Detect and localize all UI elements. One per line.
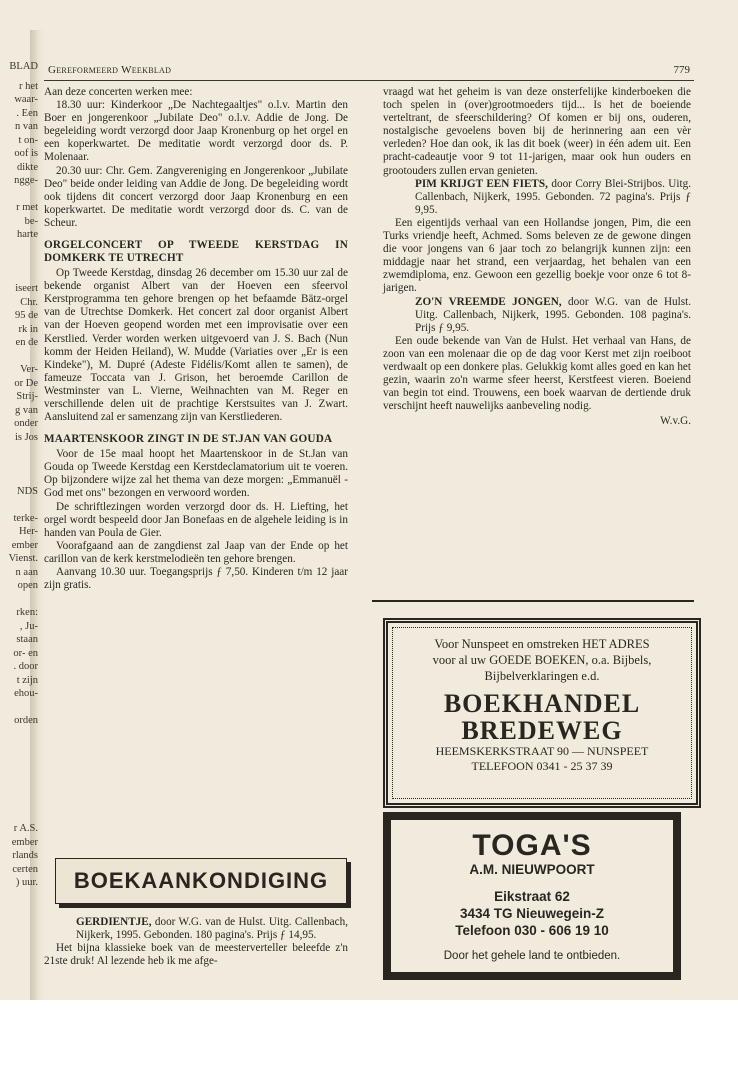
previous-page-line: ngge- — [14, 175, 38, 186]
previous-page-line: , Ju- — [19, 620, 38, 632]
previous-page-line — [0, 755, 38, 769]
previous-page-line: Strij- — [16, 391, 38, 402]
previous-page-line: harte — [17, 229, 38, 240]
paragraph: Het bijna klassieke boek van de meesterverteller beleefde z'n 21ste druk! Al lezende heb ik me afge- — [44, 942, 348, 968]
previous-page-line: r met — [16, 202, 38, 213]
previous-page-line — [0, 498, 38, 512]
previous-page-line: staan — [16, 634, 38, 645]
previous-page-line: r A.S. — [13, 823, 38, 834]
previous-page-line — [0, 741, 38, 755]
ad-footer: Door het gehele land te ontbieden. — [443, 950, 621, 962]
previous-page-line — [0, 350, 38, 364]
previous-page-line: or De — [14, 377, 38, 389]
previous-page-line — [0, 701, 38, 715]
previous-page-line — [0, 782, 38, 796]
previous-page-line — [0, 242, 38, 256]
previous-page-line: ) uur. — [15, 877, 38, 888]
book-title: GERDIENTJE, — [76, 916, 152, 928]
ad-line: voor al uw GOEDE BOEKEN, o.a. Bijbels, — [432, 653, 652, 667]
page-number: 779 — [673, 64, 690, 76]
paragraph: Aan deze concerten werken mee: — [44, 86, 193, 98]
paragraph: Een oude bekende van Van de Hulst. Het verhaal van Hans, de zoon van een molenaar die op de dag voor Kerst met zijn roeiboot verdwaalt op een donkere plas. Gelukkig komt alles goed en kan het gezin, waarin zo'n warme sfeer heerst, Kerstfeest vieren. Boeiend van begin tot eind. Trouwens, een boek waarvan de dertiende druk verschijnt heeft nauwelijks aanbeveling nodig. — [383, 334, 691, 413]
paragraph: Op Tweede Kerstdag, dinsdag 26 december om 15.30 uur zal de bekende organist Albert van der Hoeven een sfeervol Kerstprogramma ten gehore brengen op het befaamde Bätz-orgel van de Utrechtse Domkerk. Het concert zal door organist Albert van der Hoeven geopend worden met een improvisatie over een Kerstlied. Verder worden werken uitgevoerd van J. S. Bach (Nun komm der Heiden Heiland), W. Mudde (Variaties over „Er is een Kindeke"), M. Dupré (Adeste Fidélis/Komt allen te samen), de fameuze Toccata van J. Grison, het beroemde Carillon de Westminster van L. Vierne, Weihnachten van M. Reger en verschillende delen uit de prachtige Kerstsuites van J. Zwart. Aansluitend zal er samenzang zijn van Kerstliederen. — [44, 267, 348, 424]
ad-brand-name: TOGA'S — [472, 829, 592, 862]
previous-page-line: terke- — [13, 512, 38, 524]
previous-page-line — [0, 728, 38, 742]
previous-page-line: 95 de — [14, 310, 38, 321]
paragraph: vraagd wat het geheim is van deze onsterfelijke kinderboeken die toch spelen in (over)grootmoeders tijd... Is het de boeiende verteltrant, de sfeerschildering? Of komen er bij ons, ouderen, nostalgische gevoelens boven bij de herinnering aan een vèr verleden? Hoe dan ook, ik las dit boek (weer) in één adem uit. Een pracht-cadeautje voor 9 tot 11-jarigen, maar ook hun ouders en grootouders zullen ervan genieten. — [383, 86, 691, 177]
previous-page-line — [0, 444, 38, 458]
book-meta: door W.G. van de Hulst. Uitg. Callenbach, Nijkerk, 1995. Gebonden. 180 pagina's. Prijs ƒ 14,95. — [76, 916, 348, 942]
previous-page-line: open — [17, 580, 38, 591]
ad-street: Eikstraat 62 — [494, 889, 570, 904]
previous-page-line: certen — [12, 863, 38, 875]
previous-page-line: t zijn — [16, 674, 38, 686]
book-announcement-banner: BOEKAANKONDIGING — [55, 858, 347, 904]
previous-page-line: . door — [13, 661, 38, 672]
previous-page-line: ehou- — [14, 688, 38, 699]
left-column-book — [44, 916, 348, 968]
previous-page-line: n van — [14, 121, 38, 132]
ad-line: Bijbelverklaringen e.d. — [484, 669, 600, 683]
previous-page-line: dikte — [17, 161, 38, 173]
previous-page-line: onder — [14, 418, 38, 429]
previous-page-line: iseert — [15, 283, 38, 294]
book-title: ZO'N VREEMDE JONGEN, — [415, 295, 562, 308]
previous-page-line: n aan — [15, 566, 38, 578]
section-heading: MAARTENSKOOR ZINGT IN DE ST.JAN VAN GOUDA — [44, 433, 333, 446]
paragraph: Voor de 15e maal hoopt het Maartenskoor in de St.Jan van Gouda op Tweede Kerstdag een Kerstdeclamatorium uit te voeren. Op bijzondere wijze zal het thema van deze morgen: „Emmanuël - God met ons" bezongen en verwoord worden. — [44, 448, 348, 500]
previous-page-line: waar- — [14, 94, 38, 105]
previous-page-line: be- — [24, 215, 38, 227]
paragraph: Voorafgaand aan de zangdienst zal Jaap van der Ende op het carillon van de kerk kerstmelodieën ten gehore brengen. — [44, 539, 348, 565]
bookstore-ad-inner — [392, 627, 692, 799]
previous-page-line: orden — [14, 715, 38, 726]
bookstore-advertisement — [383, 618, 701, 808]
previous-page-line — [0, 458, 38, 472]
previous-page-line: ember — [11, 539, 38, 551]
previous-page-line — [0, 269, 38, 283]
book-entry-heading — [44, 916, 348, 942]
previous-page-line — [0, 809, 38, 823]
paragraph: Een eigentijds verhaal van een Hollandse jongen, Pim, die een Turks vriendje heeft, Achmed. Soms beleven ze de gewone dingen die voor jongens van 6 jaar toch zo belangrijk kunnen zijn: een middagje naar het strand, een verjaardag, het behalen van een zwemdiploma, enz. Gewoon een gezellig boekje voor onze 6 tot 8-jarigen. — [383, 216, 691, 295]
store-name-2: BREDEWEG — [461, 716, 623, 745]
paragraph: De schriftlezingen worden verzorgd door ds. H. Liefting, het orgel wordt bespeeld door Jan Bonefaas en de algehele leiding is in handen van Poula de Gier. — [44, 500, 348, 539]
previous-page-line: r het — [19, 80, 38, 92]
book-title: PIM KRIJGT EEN FIETS, — [415, 177, 548, 190]
previous-page-line: en de — [15, 337, 38, 348]
page-margin-bottom — [0, 1000, 738, 1068]
store-name: BOEKHANDEL — [443, 689, 641, 718]
previous-page-line: g van — [14, 404, 38, 416]
previous-page-line: NDS — [16, 485, 38, 497]
paragraph: 18.30 uur: Kinderkoor „De Nachtegaaltjes" o.l.v. Martin den Boer en jongerenkoor „Jubilate Deo" o.l.v. Addie de Jong. De begeleiding wordt verzorgd door Jaap Kronenburg op het orgel en een koperkwartet. De meditatie wordt verzorgd door ds. P. Molenaar. — [44, 99, 348, 164]
previous-page-line: Chr. — [20, 296, 38, 308]
ad-phone: Telefoon 030 - 606 19 10 — [455, 923, 609, 938]
previous-page-line: t on- — [18, 134, 38, 146]
section-heading: ORGELCONCERT OP TWEEDE KERSTDAG IN DOMKERK TE UTRECHT — [44, 239, 348, 265]
previous-page-line: . Een — [16, 107, 38, 119]
previous-page-line — [0, 255, 38, 269]
ad-city: 3434 TG Nieuwegein-Z — [459, 906, 605, 921]
book-meta: door W.G. van de Hulst. Uitg. Callenbach, Nijkerk, 1995. Gebonden. 108 pagina's. Prijs ƒ 9,95. — [415, 295, 692, 334]
previous-page-line: Ver- — [20, 364, 38, 375]
ad-company: A.M. NIEUWPOORT — [469, 862, 595, 877]
previous-page-column — [0, 60, 38, 890]
previous-page-line: oof is — [14, 148, 38, 159]
column-divider-rule — [372, 600, 694, 602]
togas-advertisement — [383, 812, 681, 980]
previous-page-line — [0, 188, 38, 202]
previous-page-line — [0, 593, 38, 607]
previous-page-line — [0, 795, 38, 809]
previous-page-line: rk in — [18, 323, 38, 335]
paragraph: Aanvang 10.30 uur. Toegangsprijs ƒ 7,50. Kinderen t/m 12 jaar zijn gratis. — [44, 566, 348, 592]
running-header — [44, 62, 694, 81]
previous-page-line: rken: — [16, 607, 38, 618]
previous-page-line: Her- — [18, 526, 38, 537]
paragraph: 20.30 uur: Chr. Gem. Zangvereniging en Jongerenkoor „Jubilate Deo" beide onder leiding van Addie de Jong. De begeleiding wordt ook tijdens dit concert verzorgd door Jaap Kronenburg en een koperkwartet. De meditatie wordt verzorgd door ds. C. van de Scheur. — [44, 164, 348, 229]
previous-header-fragment: BLAD — [9, 61, 38, 72]
book-meta: door Corry Blei-Strijbos. Uitg. Callenbach, Nijkerk, 1995. Gebonden. 72 pagina's. Prijs ƒ 9,95. — [415, 177, 691, 216]
previous-page-line — [0, 768, 38, 782]
left-column — [44, 86, 348, 592]
store-phone: TELEFOON 0341 - 25 37 39 — [471, 759, 613, 773]
right-column — [383, 86, 691, 428]
store-address: HEEMSKERKSTRAAT 90 — NUNSPEET — [435, 744, 649, 758]
previous-page-line: or- en — [13, 647, 38, 659]
previous-page-line: is Jos — [14, 431, 38, 443]
previous-page-line: Vienst. — [8, 553, 38, 564]
ad-line: Voor Nunspeet en omstreken HET ADRES — [434, 637, 650, 651]
publication-title: Gereformeerd Weekblad — [48, 64, 172, 76]
book-entry-heading — [383, 178, 691, 217]
author-signature: W.v.G. — [660, 415, 691, 428]
previous-page-line: rlands — [12, 850, 38, 861]
book-entry-heading — [383, 296, 691, 335]
previous-page-line — [0, 471, 38, 485]
previous-page-line: ember — [11, 836, 38, 848]
